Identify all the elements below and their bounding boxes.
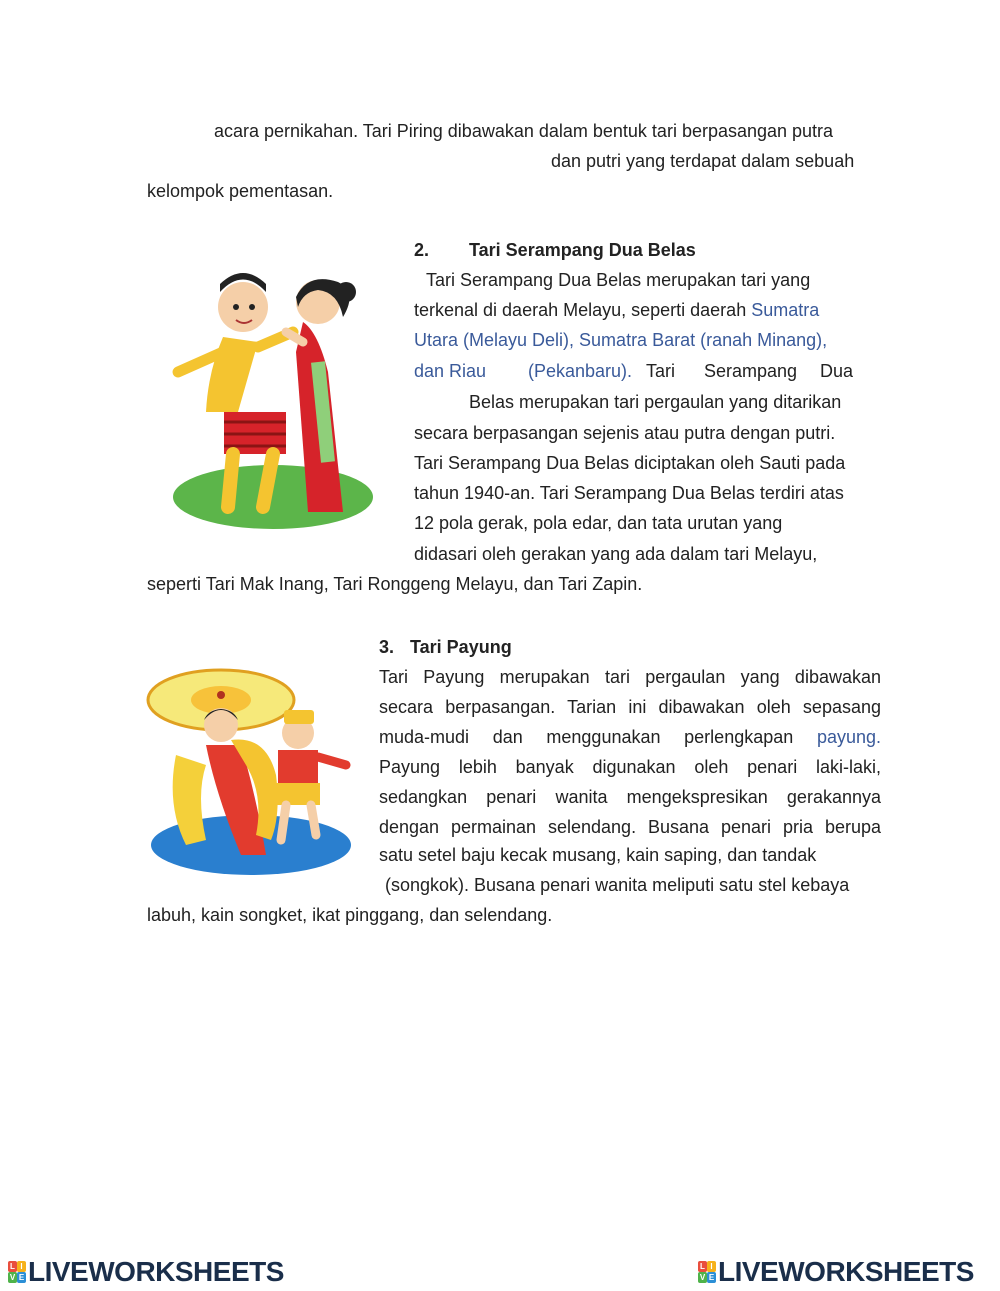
section-2-line-8: tahun 1940-an. Tari Serampang Dua Belas terdiri atas: [414, 483, 844, 503]
section-2-line-5: Belas merupakan tari pergaulan yang ditarikan: [469, 392, 842, 412]
section-3-line-3-text: muda-mudi dan menggunakan perlengkapan: [379, 727, 817, 747]
section-3-line-4: Payung lebih banyak digunakan oleh penari laki-laki,: [379, 757, 881, 777]
section-2-line-1: Tari Serampang Dua Belas merupakan tari yang: [426, 270, 811, 290]
section-2-line-11: seperti Tari Mak Inang, Tari Ronggeng Melayu, dan Tari Zapin.: [147, 574, 643, 594]
liveworksheets-mark-icon: L I V E: [699, 1262, 715, 1282]
liveworksheets-logo-text: LIVEWORKSHEETS: [28, 1256, 284, 1287]
link-sumatra[interactable]: Sumatra: [751, 300, 820, 320]
section-3-number: 3.: [379, 637, 395, 657]
link-riau[interactable]: dan Riau: [414, 361, 487, 381]
link-pekanbaru[interactable]: (Pekanbaru).: [528, 361, 633, 381]
word-tari: Tari: [646, 361, 676, 381]
intro-line-1: acara pernikahan. Tari Piring dibawakan dalam bentuk tari berpasangan putra: [214, 121, 834, 141]
section-2-line-9: 12 pola gerak, pola edar, dan tata urutan yang: [414, 513, 783, 533]
serampang-dancers-illustration: [168, 262, 378, 532]
section-3-line-2: secara berpasangan. Tarian ini dibawakan oleh sepasang: [379, 697, 881, 717]
section-2-title: Tari Serampang Dua Belas: [469, 240, 696, 260]
liveworksheets-mark-icon: L I V E: [9, 1262, 25, 1282]
section-3-line-1: Tari Payung merupakan tari pergaulan yang dibawakan: [379, 667, 881, 687]
section-2-number: 2.: [414, 240, 430, 260]
section-3-line-5: sedangkan penari wanita mengekspresikan gerakannya: [379, 787, 881, 807]
intro-line-3: kelompok pementasan.: [147, 181, 334, 201]
section-3-line-7: satu setel baju kecak musang, kain saping, dan tandak: [379, 845, 817, 865]
section-2-line-7: Tari Serampang Dua Belas diciptakan oleh Sauti pada: [414, 453, 846, 473]
section-2-line-2-text: terkenal di daerah Melayu, seperti daerah: [414, 300, 752, 320]
intro-line-2: dan putri yang terdapat dalam sebuah: [551, 151, 855, 171]
section-3-line-6: dengan permainan selendang. Busana penari pria berupa: [379, 817, 881, 837]
liveworksheets-logo-right[interactable]: [698, 1257, 974, 1287]
section-3-line-3: [379, 725, 881, 749]
liveworksheets-logo-left[interactable]: [8, 1257, 284, 1287]
section-3-title: Tari Payung: [410, 637, 512, 657]
link-sumatra-utara-barat[interactable]: Utara (Melayu Deli), Sumatra Barat (ranah Minang),: [414, 330, 828, 350]
section-2-line-6: secara berpasangan sejenis atau putra dengan putri.: [414, 423, 836, 443]
word-serampang: Serampang: [704, 361, 798, 381]
link-payung[interactable]: payung.: [816, 727, 881, 747]
payung-dancers-illustration: [146, 665, 361, 880]
section-2-line-10: didasari oleh gerakan yang ada dalam tari Melayu,: [414, 544, 818, 564]
word-dua: Dua: [820, 361, 854, 381]
section-3-line-8: (songkok). Busana penari wanita meliputi satu stel kebaya: [385, 875, 850, 895]
liveworksheets-logo-text: LIVEWORKSHEETS: [718, 1256, 974, 1287]
section-3-line-9: labuh, kain songket, ikat pinggang, dan selendang.: [147, 905, 553, 925]
section-2-line-2: [414, 298, 819, 322]
